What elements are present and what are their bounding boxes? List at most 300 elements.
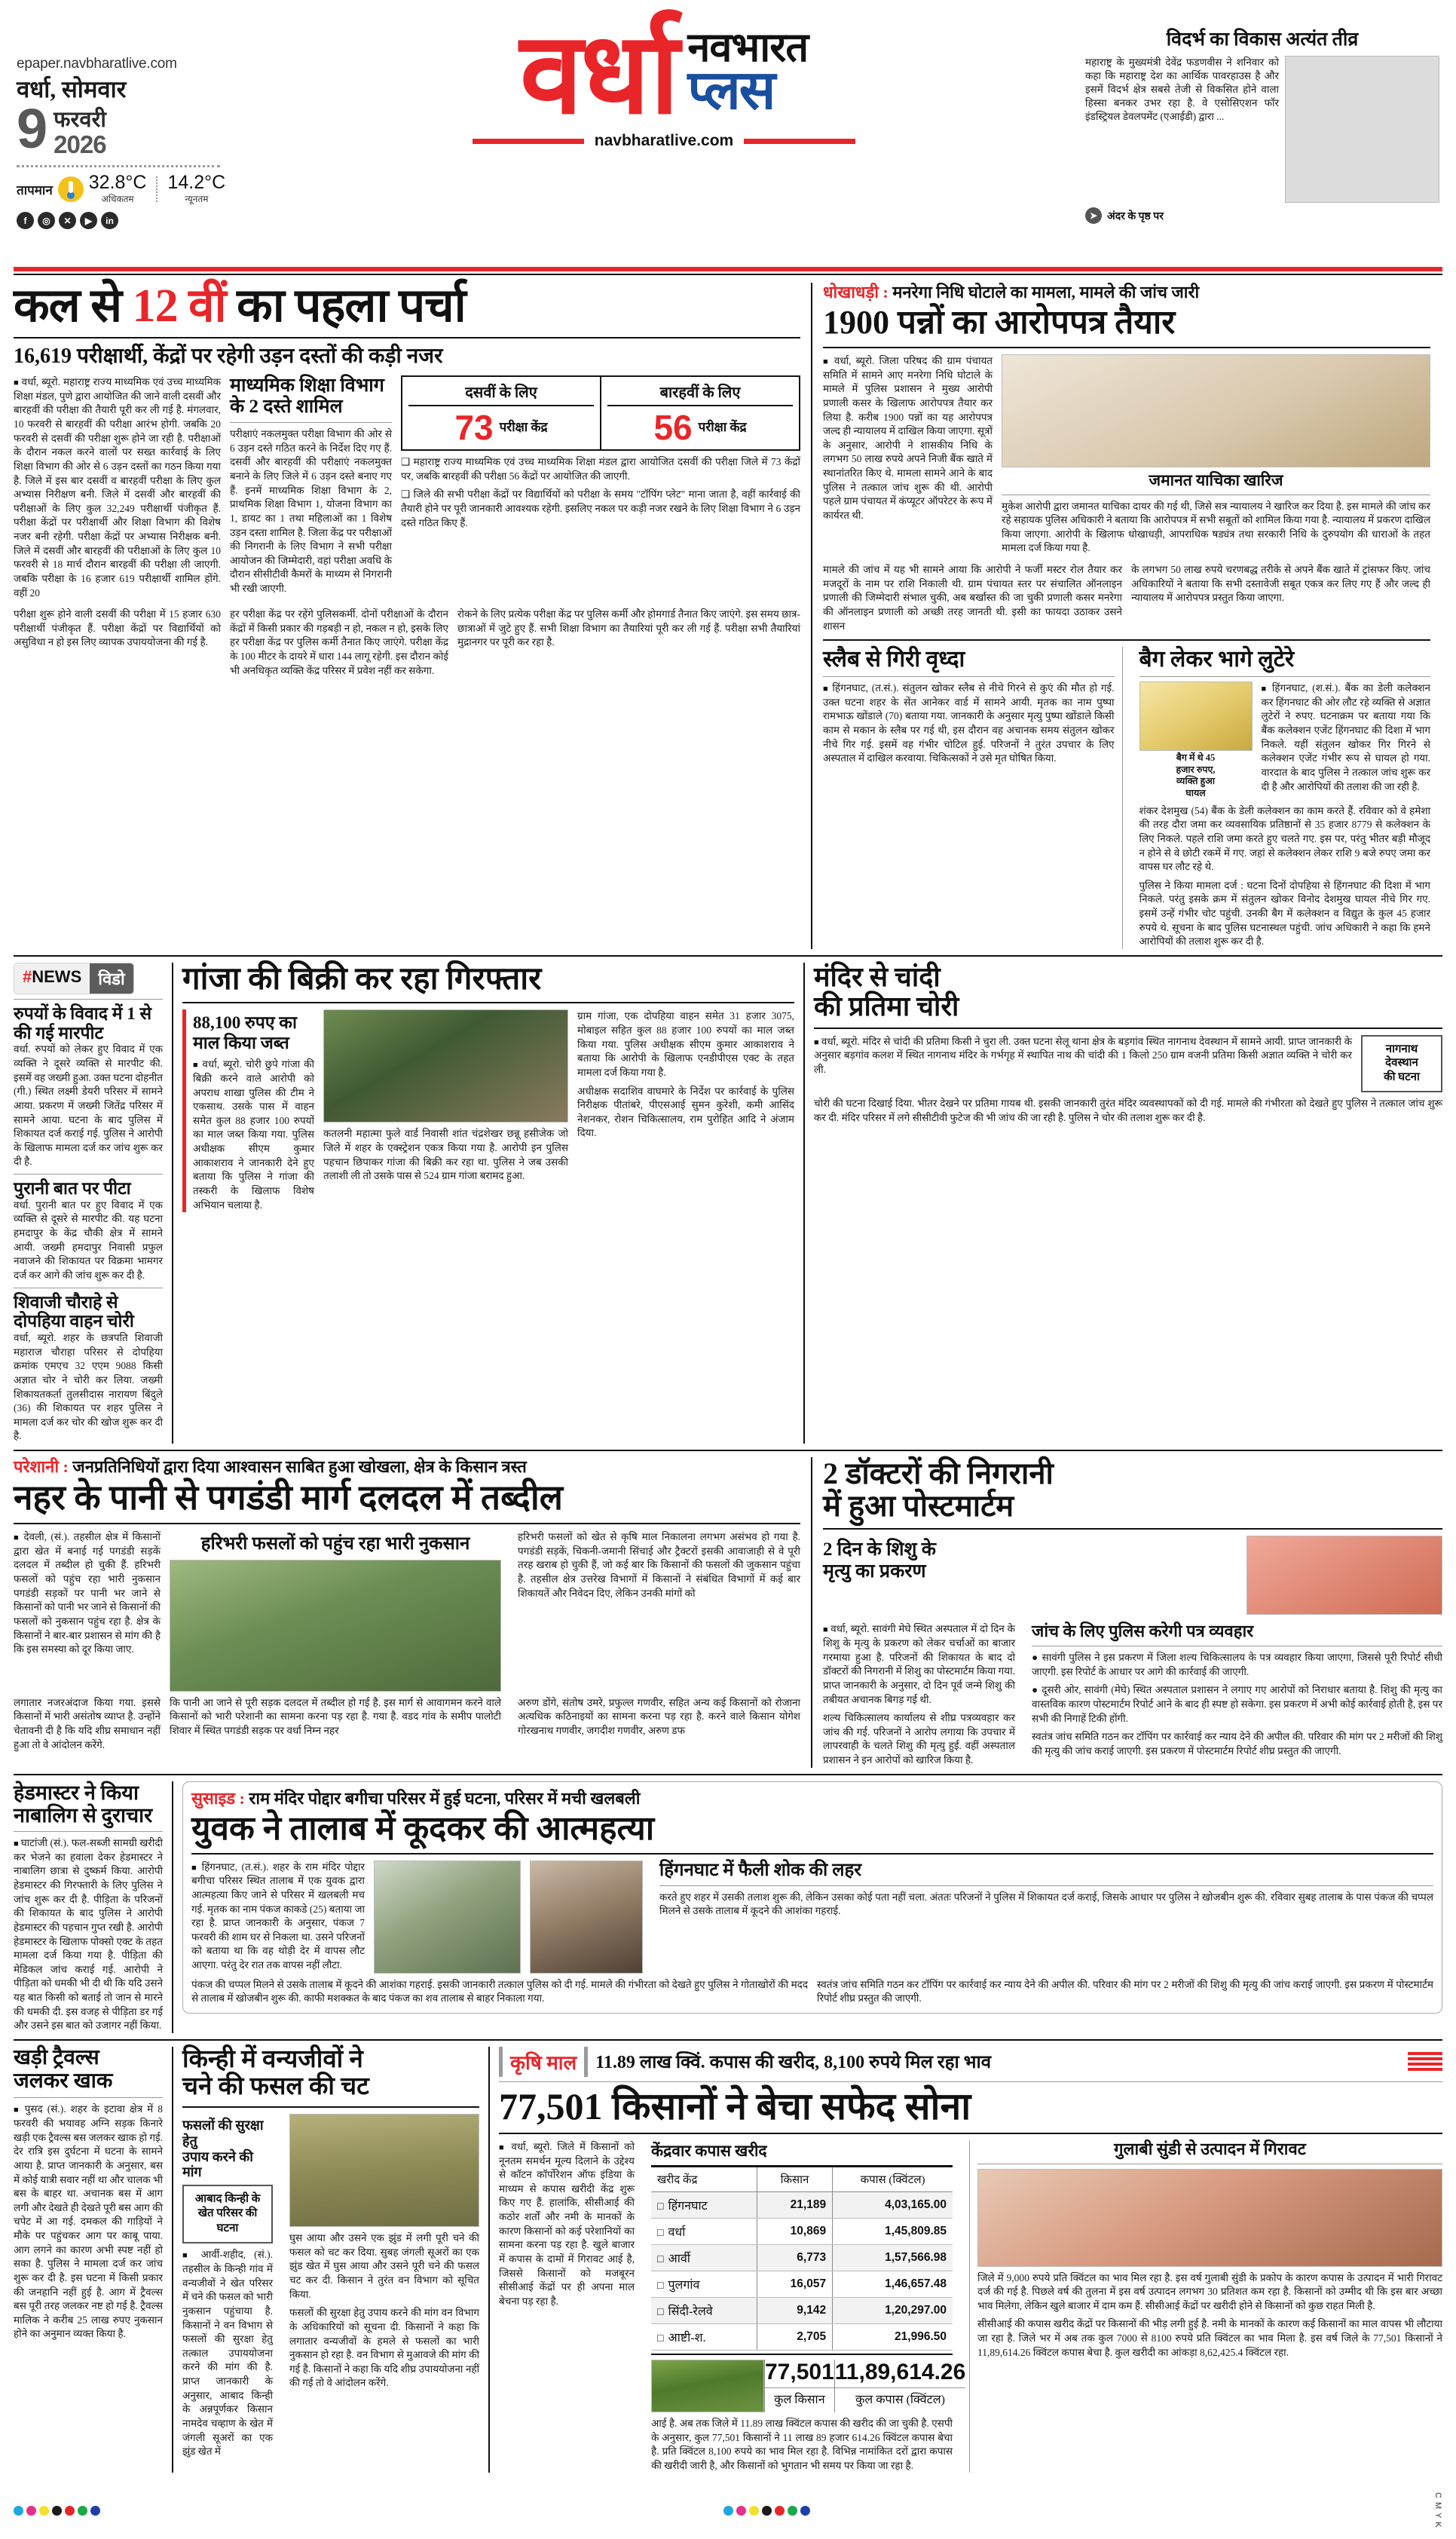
lead-divider	[14, 337, 800, 338]
stat-class10-number: 73	[454, 408, 494, 448]
postmortem-box-item-2	[1032, 1683, 1442, 1726]
date-row	[17, 97, 243, 161]
logo-plus: प्लस	[687, 60, 775, 121]
cotton-table-block	[644, 2140, 966, 2473]
row-4-cotton: 1,20,297.00	[833, 2297, 953, 2323]
postmortem-text-1: ■ वर्धा, ब्यूरो. सावंगी मेघे स्थित अस्पताल में दो दिन के शिशु के मृत्यु के प्रकरण को लेकर चर्चाओं का बाजार गरमाया हुआ है. परिजनों की शिकायत के बाद दो डॉक्टरों की निगरानी में शिशु का पोस्टमार्टम किया गया. प्राप्त जानकारी के अनुसार, दो दिन पूर्व जन्मे शिशु की तबीयत अचानक बिगड़ गई थी.	[823, 1622, 1015, 1707]
agri-banner-rule	[499, 2081, 1442, 2082]
postmortem-box-item-2-text: दूसरी ओर, सावंगी (मेघे) स्थित अस्पताल प्रशासन ने लगाए गए आरोपों को निराधार बताया है. शिशु की मृत्यु का वास्तविक कारण पोस्टमार्टम रिपोर्ट आने के बाद ही स्पष्ट हो सकेगा. इस प्रकरण में अभी कोई कार्रवाई होती है, इस पर सभी की निगाहें टिकी होंगी.	[1032, 1684, 1442, 1724]
lead-col-2	[230, 375, 392, 600]
fraud-side-head: जमानत याचिका खारिज	[1149, 471, 1283, 490]
right-brief-row	[823, 647, 1430, 949]
lead-lower-row	[14, 608, 800, 678]
brief-3-title: शिवाजी चौराहे से दोपहिया वाहन चोरी	[14, 1292, 134, 1331]
edition-place-day: वर्धा, सोमवार	[17, 76, 127, 103]
robbers-badge-line4: घायल	[1185, 788, 1206, 799]
ganja-story[interactable]	[173, 963, 805, 1444]
wildlife-text-1: ■ आर्वी-शहीद, (सं.). तहसील के किन्ही गांव में वन्यजीवों ने खेत परिसर में चने की फसल को भारी नुकसान पहुंचाया है. किसानों ने वन विभाग से फसलों की सुरक्षा हेतु तत्काल उपाययोजना करने की मांग की है. प्राप्त जानकारी के अनुसार, आबाद किन्ही के अन्नपूर्णकर किसान नामदेव चव्हाण के खेत में जंगली सूअरों का एक झुंड खेत में	[182, 2248, 273, 2458]
robbers-badge-text	[1139, 751, 1253, 800]
wildlife-photo	[289, 2114, 479, 2227]
news-badge-text: NEWS	[32, 966, 82, 986]
lead-headline-pre: कल से	[14, 280, 133, 332]
postmortem-rule	[823, 1528, 1442, 1530]
row-0-center: □ हिंगनघाट	[651, 2191, 757, 2218]
dot-red-2	[775, 2506, 785, 2516]
news-brief-item-3[interactable]	[14, 1293, 163, 1444]
pinkworm-story[interactable]	[969, 2140, 1442, 2473]
row-2-center: □ आर्वी	[651, 2244, 757, 2271]
suicide-headline: युवक ने तालाब में कूदकर की आत्महत्या	[191, 1810, 655, 1848]
teaser-title: विदर्भ का विकास अत्यंत तीव्र	[1166, 29, 1359, 50]
canal-mid	[170, 1530, 501, 1692]
canal-kicker-tag: परेशानी :	[14, 1457, 69, 1477]
temple-headline	[814, 963, 1442, 1021]
cmyk-label: C M Y K	[1433, 2492, 1442, 2528]
postmortem-text-3: स्वतंत्र जांच समिति गठन कर टॉपिंग पर कार्रवाई कर न्याय देने की अपील की. परिवार की मांग पर 2 मरीजों की शिशु की मृत्यु की जांच कराई जाएगी. इस प्रकरण में पोस्टमार्टम रिपोर्ट शीघ्र प्रस्तुत की जाएगी.	[1032, 1731, 1442, 1756]
suicide-box	[182, 1781, 1442, 2014]
row-0-cotton: 4,03,165.00	[833, 2191, 953, 2218]
masthead-left-block	[17, 21, 243, 229]
total-cotton-cell	[834, 2360, 966, 2412]
dot-cyan-2	[723, 2506, 733, 2516]
lead-headline-red: 12 वीं	[132, 280, 226, 332]
table-row	[651, 2244, 953, 2271]
brief-2-title: पुरानी बात पर पीटा	[14, 1179, 131, 1199]
fraud-story[interactable]	[812, 283, 1430, 949]
site-url-line	[243, 132, 1085, 150]
robbers-headline: बैग लेकर भागे लुटेरे	[1139, 647, 1295, 672]
stat-class12-label: परीक्षा केंद्र	[698, 420, 747, 435]
wildlife-text-2: फसलों की सुरक्षा हेतु उपाय करने की मांग वन विभाग के अधिकारियों को सूचना दी. किसानों ने कहा कि लगातार वन्यजीवों के हमले से फसलों का भारी नुकसान हो रहा है. वन विभाग से मुआवजे की मांग की गई है. किसानों ने कहा कि यदि शीघ्र उपाययोजना नहीं की गई तो वे आंदोलन करेंगे.	[289, 2307, 479, 2389]
lead-story[interactable]	[14, 280, 812, 949]
masthead	[0, 0, 1456, 262]
dot-blue	[90, 2506, 100, 2516]
epaper-url[interactable]: epaper.navbharatlive.com	[17, 56, 177, 72]
agri-headline: 77,501 किसानों ने बेचा सफेद सोना	[499, 2084, 971, 2127]
fraud-divider	[823, 347, 1430, 348]
slab-headline: स्लैब से गिरी वृध्दा	[823, 647, 965, 672]
headmaster-headline	[14, 1781, 163, 1827]
table-row	[651, 2191, 953, 2218]
robbers-rule	[1139, 676, 1431, 677]
temperature-label: तापमान	[17, 182, 53, 198]
agri-text-2: आई है. अब तक जिले में 11.89 लाख क्विंटल कपास की खरीद की जा चुकी है. एसपी के अनुसार, कुल 77,501 किसानों ने 11 लाख 89 हजार 614.26 क्विंटल कपास बेचा है. प्रति क्विंटल 8,100 रुपये का भाव मिल रहा है. विभिन्न नामांकित दरों द्वारा कपास की खरीदी जारी है, और किसानों को भुगतान भी समय पर किया जा रहा है.	[651, 2417, 953, 2471]
fraud-col-1	[823, 354, 993, 556]
brief-1-title: रुपयों के विवाद में 1 से की गई मारपीट	[14, 1003, 152, 1043]
row-5-center: □ आष्टी-श.	[651, 2323, 757, 2350]
fraud-headline: 1900 पन्नों का आरोपपत्र तैयार	[823, 304, 1176, 341]
masthead-logo-block	[243, 12, 1085, 150]
table-row	[651, 2271, 953, 2297]
agri-row	[499, 2140, 1442, 2473]
lead-bullet-2	[401, 488, 800, 530]
headmaster-story[interactable]	[14, 1781, 173, 2033]
suicide-text-3: पंकज की चप्पल मिलने से उसके तालाब में कूदने की आशंका गहराई. इसकी जानकारी तत्काल पुलिस को दी गई. मामले की गंभीरता को देखते हुए पुलिस ने गोताखोरों की मदद से तालाब में खोजबीन शुरू की. काफी मशक्कत के बाद पंकज का शव तालाब से बाहर निकाला गया.	[191, 1978, 808, 2005]
exam-center-statbox	[401, 375, 800, 451]
row-3-farmers: 16,057	[757, 2271, 832, 2297]
cotton-table-header-row	[651, 2167, 953, 2192]
canal-text-3: हरिभरी फसलों को खेत से कृषि माल निकालना लगभग असंभव हो गया है. पगडंडी सड़कें, चिकनी-जमानी सिंचाई और ट्रैक्टरों इसकी आवाजाही से वे पूरी तरह खराब हो चुकी हैं, जो कई बार कि किसानों की फसलों की जुकसान पहुंचा है. तहसील क्षेत्र उत्तरेख विभागों में किसानों ने संबंधित विभागों में कई बार शिकायतें और निवेदन दिए, लेकिन उनकी मांगों को	[518, 1531, 800, 1599]
teaser-photo	[1285, 56, 1439, 203]
pinkworm-text-2: सीसीआई की कपास खरीद केंद्रों पर किसानों की भीड़ लगी हुई है. नमी के मानकों के कारण कई किसानों का माल वापस भी लौटाया जा रहा है. जिले भर में अब तक कुल 7000 से 8100 रुपये प्रति क्विंटल का भाव मिला है. इस वर्ष जिले के 77,501 किसानों ने 11,89,614.26 क्विंटल कपास बेचा है. कुल खरीदी का आंकड़ा 8,62,425.4 क्विंटल रहा.	[977, 2318, 1442, 2358]
second-band	[14, 963, 1442, 1444]
pinkworm-headline: गुलाबी सुंडी से उत्पादन में गिरावट	[1114, 2139, 1306, 2158]
row-5-cotton: 21,996.50	[833, 2323, 953, 2350]
canal-col-1	[14, 1530, 161, 1692]
fraud-kicker	[823, 283, 1430, 302]
slab-text: ■ हिंगनघाट, (त.सं.). संतुलन खोकर स्लैब से नीचे गिरने से कुएं की मौत हो गई. उक्त घटना शहर के सेंत आनेकर वार्ड में सामने आयी. मृतक का नाम पुष्पा रामभाऊ खोंडाले (70) बताया गया. जानकारी के अनुसार मृत्यु पुष्पा खोंडाले किसी काम से मकान के स्लैब पर गई थी, इस दौरान वह अचानक समय संतुलन खोकर नीचे गिर गई. इसमें वह गंभीर चोटिल हुई. परिजनों ने तुरंत उपचार के लिए अस्पताल में दाखिल करवाया. चिकित्सकों ने उसे मृत घोषित किया.	[823, 681, 1115, 766]
cotton-table-head	[651, 2167, 953, 2192]
brief-3-text: वर्धा, ब्यूरो. शहर के छत्रपति शिवाजी महाराज चौराहा परिसर से दोपहिया क्रमांक एमएच 32 एएम 9088 किसी अज्ञात चोर ने चोरी कर लिया. जख्मी शिकायतकर्ता तुलसीदास नारायण बिंदुले (36) की शिकायत पर शहर पुलिस ने मामला दर्ज कर चोर की खोज शुरू कर दी है.	[14, 1332, 163, 1442]
fraud-body-row	[823, 354, 1430, 556]
ganja-text-1: ■ वर्धा, ब्यूरो. चोरी छुपे गांजा की बिक्री करने वाले आरोपी को अपराध शाखा पुलिस की टीम ने एकसाथ. उसके पास में वाहन समेत कुल 88 हजार 100 रुपयों का माल जब्त किया गया. पुलिस अधीक्षक सीएम कुमार आकाशराव ने जानकारी देने हुए बताया कि पुलिस ने गांजा की तस्करी के खिलाफ विशेष अभियान चलाया है.	[193, 1058, 314, 1212]
agri-banner	[499, 2047, 1442, 2077]
robbers-text-2: शंकर देशमुख (54) बैंक के डेली कलेक्शन का काम करते हैं. रविवार को वे हमेशा की तरह दौरा जमा कर व्यवसायिक प्रतिष्ठानों से 35 हजार 8779 से कलेक्शन के लिए निकले. पहले राशि जमा करते हुए चलते गए. इस पर, परंतु भीतर बड़ी मौजूद न होने से वे छोटी रकमें में गए. जहां से कलेक्शन लेकर राशि 9 बजे रुपए जमा कर वापस घर लौट रहे थे.	[1139, 804, 1430, 873]
lead-text-1: ■ वर्धा, ब्यूरो. महाराष्ट्र राज्य माध्यमिक एवं उच्च माध्यमिक शिक्षा मंडल, पुणे द्वारा आयोजित की जाने वाली दसवीं और बारहवीं की परीक्षा की तैयारी पूरी कर ली गई है. मंगलवार, 10 फरवरी से बारहवीं की परीक्षा आरंभ होगी. जबकि 20 फरवरी से दसवीं की परीक्षा शुरू होने जा रही है. परीक्षाओं के दौरान नकल करने वालों पर सख्त कार्रवाई के लिए शिक्षा विभाग की ओर से 6 उड़न दस्तों का गठन किया गया है. जिले में इस बार दसवीं व बारहवीं परीक्षा के लिए कुल अभ्यास निरीक्षण बनी. जिले में दसवीं और बारहवीं की परीक्षाओं के लिए कुल 32,249 परीक्षार्थी पंजीकृत हैं. परीक्षा केंद्रों पर परीक्षार्थी और शिक्षा विभाग की विशेष नजर बनी रहेगी. परीक्षा केंद्रों पर अभ्यास निरीक्षक बनी. जिले में दसवीं और बारहवीं की परीक्षाओं के लिए कुल 10 फरवरी से 18 मार्च दौरान बारहवीं की परीक्षा ली जाएगी. जबकि परीक्षा के 16 हजार 619 परीक्षार्थी शामिल होंगे. वहीं 20	[14, 375, 221, 600]
robbers-text-3: पुलिस ने किया मामला दर्ज : घटना दिनों दोपहिया से हिंगनघाट की दिशा में भाग निकले. परंतु इसके क्रम में संतुलन खोकर विनोद देशमुख घायल नीचे गिर गए. इसमें उन्हें गंभीर चोट पहुंची. उनकी बैग में कलेक्शन व विद्युत के कुल 45 हजार रुपये थे. सूचना के बाद पुलिस घटनास्थल पहुंची. जांच अधिकारी ने कहा कि हमने आरोपियों की तलाश शुरू कर दी है.	[1139, 879, 1430, 948]
stat-class10	[402, 377, 600, 449]
canal-kicker-rest: जनप्रतिनिधियों द्वारा दिया आश्वासन साबित हुआ खोखला, क्षेत्र के किसान त्रस्त	[68, 1457, 527, 1477]
bullet-dot-2: ●	[1032, 1684, 1042, 1696]
agri-tag: कृषि माल	[499, 2047, 588, 2077]
bullet-marker: ❑	[401, 456, 414, 468]
ganja-row	[182, 1009, 794, 1212]
lead-stat-area	[401, 375, 800, 600]
top-teaser-box[interactable]	[1085, 21, 1439, 224]
agri-text-1: ■ वर्धा, ब्यूरो. जिले में किसानों को नूनतम समर्थन मूल्य दिलाने के उद्देश्य से कॉटन कॉर्पोरेशन ऑफ इंडिया के माध्यम से कपास खरीदी केंद्र शुरू किए गए हैं. हालांकि, सीसीआई की कठोर शर्तों और नमी के मानकों के कारण किसानों को कई परेशानियों का सामना करना पड़ रहा है. खुले बाजार में कपास के दामों में गिरावट आई है, जिससे किसानों को मजबूरन सीसीआई केंद्रों पर ही अपना माल बेचना पड़ रहा है.	[499, 2140, 635, 2309]
news-video-badge[interactable]	[14, 963, 134, 994]
wildlife-headline	[182, 2047, 479, 2100]
robbers-badge-line1: बैग में थे 45	[1176, 752, 1216, 764]
wildlife-deck-line1: फसलों की सुरक्षा हेतु	[182, 2118, 264, 2149]
wildlife-photo-block	[282, 2114, 479, 2459]
ganja-text-4: अधीक्षक सदाशिव वाघमारे के निर्देश पर कार्रवाई के पुलिस निरीक्षक पीतांबरे, पीएसआई सुमन कुरेशी, कमी आसिंद नेशनकर, रोशन चिकित्सालय, राम पुरोहित आदि ने अंजाम दिया.	[577, 1085, 794, 1139]
bus-story[interactable]	[14, 2047, 173, 2473]
suicide-pond-photo	[374, 1861, 521, 1974]
press-registration-bar	[0, 2486, 1456, 2539]
temperature-max-value: 32.8°C	[88, 172, 147, 194]
date-day: 9	[17, 97, 47, 161]
dot-blue-2	[800, 2506, 810, 2516]
temple-badge-line3: की घटना	[1384, 1071, 1420, 1084]
pinkworm-text-1: जिले में 9,000 रुपये प्रति क्विंटल का भाव मिल रहा है. इस वर्ष गुलाबी सुंडी के प्रकोप के कारण कपास के उत्पादन में भारी गिरावट दर्ज की गई है. पिछले वर्ष की तुलना में इस वर्ष उत्पादन लगभग 30 प्रतिशत कम रहा है. किसानों को उम्मीद थी कि इस बार अच्छा भाव मिलेगा, लेकिन खुले बाजार में दाम कम हैं. सीसीआई केंद्रों पर खरीदी होने से किसानों को कुछ राहत मिली है.	[977, 2271, 1442, 2311]
news-brief-item-2[interactable]	[14, 1179, 163, 1283]
stat-class12	[600, 377, 799, 449]
suicide-victim-photo	[530, 1861, 643, 1974]
ganja-photo-block	[323, 1009, 568, 1212]
site-url[interactable]: navbharatlive.com	[594, 132, 734, 149]
table-row	[651, 2218, 953, 2244]
canal-row	[14, 1530, 800, 1692]
lead-subhead: 16,619 परीक्षार्थी, केंद्रों पर रहेगी उड़न दस्तों की कड़ी नजर	[14, 344, 443, 368]
fraud-kicker-tag: धोखाधड़ी :	[823, 283, 889, 302]
fraud-cartoon-photo	[1002, 354, 1430, 467]
postmortem-deck-block	[823, 1536, 1237, 1615]
canal-story[interactable]	[14, 1457, 812, 1768]
robbers-illustration	[1139, 681, 1253, 751]
row-1-center: □ वर्धा	[651, 2218, 757, 2244]
col-farmers: किसान	[757, 2167, 832, 2192]
news-badge-label	[14, 963, 90, 994]
lead-text-2: परीक्षाएं नकलमुक्त परीक्षा विभाग की ओर से 6 उड़न दस्ते गठित करने के निर्देश दिए गए हैं. दसवीं और बारहवीं की परीक्षाएं नकलमुक्त बनाने के लिए जिले में 6 उड़न दस्ते बनाए गए हैं. इनमें माध्यमिक शिक्षा विभाग के 2, प्राथमिक शिक्षा विभाग 1, योजना विभाग का 1, डायट का 1 तथा महिलाओं का 1 विशेष उड़न दस्ता शामिल है. जिला केंद्र पर परीक्षाओं की निगरानी के लिए विभाग ने सभी परीक्षा आयोजन की जिम्मेदारी, वहां परीक्षा अवधि के दौरान सीसीटीवी कैमरों के माध्यम से निगरानी भी रखी जाएगी.	[230, 428, 392, 595]
date-year: 2026	[54, 130, 106, 158]
agri-story[interactable]	[490, 2047, 1442, 2473]
canal-deck: हरिभरी फसलों को पहुंच रहा भारी नुकसान	[200, 1534, 470, 1554]
thermometer-icon	[58, 176, 84, 202]
postmortem-text-2: शल्य चिकित्सालय कार्यालय से शीघ्र पत्रव्यवहार कर जांच की गई. परिजनों ने आरोप लगाया कि उपचार में लापरवाही के चलते शिशु की मृत्यु हुई. वहीं अस्पताल प्रशासन ने इन आरोपों को खारिज किया है.	[823, 1712, 1015, 1766]
cotton-total-row	[651, 2354, 966, 2412]
suicide-kicker-rest: राम मंदिर पोद्दार बगीचा परिसर में हुई घटना, परिसर में मची खलबली	[244, 1788, 641, 1808]
inner-page-pointer[interactable]	[1085, 207, 1439, 224]
stat-class10-body	[408, 406, 594, 448]
news-brief-item-1[interactable]	[14, 1004, 163, 1169]
wildlife-badge-line3: घटना	[216, 2222, 239, 2234]
fraud-text-1: ■ वर्धा, ब्यूरो. जिला परिषद की ग्राम पंचायत समिति में सामने आए मनरेगा निधि घोटाले के मामले में पुलिस प्रशासन ने मुख्य आरोपी प्रणाली कसर के खिलाफ आरोपपत्र तैयार कर लिया है. करीब 1900 पन्नों का यह आरोपपत्र जल्द ही न्यायालय में दाखिल किया जाएगा. सूत्रों के अनुसार, आरोपी ने शासकीय निधि के लगभग 50 लाख रुपये अपने निजी बैंक खाते में स्थानांतरित किए थे. मामला सामने आने के बाद पुलिस ने तत्काल जांच शुरू की थी. आरोपी पहले ग्राम पंचायत में कंप्यूटर ऑपरेटर के रूप में कार्यरत थी.	[823, 354, 993, 523]
robbers-top-row	[1139, 681, 1431, 800]
suicide-row-2	[191, 1978, 1433, 2006]
temple-text-1: ■ वर्धा, ब्यूरो. मंदिर से चांदी की प्रतिमा किसी ने चुरा ली. उक्त घटना सेलू थाना क्षेत्र के बड़गांव स्थित नागनाथ देवस्थान में सामने आयी. प्राप्त जानकारी के अनुसार बड़गांव कलश में स्थित नागनाथ मंदिर के गर्भगृह में स्थापित नाथ की चांदी की 1 किलो 250 ग्राम वजनी प्रतिमा किसी अज्ञात व्यक्ति ने चोरी कर ली.	[814, 1035, 1352, 1092]
canal-text-5: अरुण डोंगे, संतोष उमरे, प्रफुल्ल गणवीर, सहित अन्य कई किसानों को रोजाना अत्यधिक कठिनाइयों का सामना करना पड़ रहा है. करने वाले किसान योगेश गोरखनाथ गणवीर, जगदीश गणवीर, अरुण डफ	[518, 1696, 800, 1737]
robbers-story[interactable]	[1132, 647, 1431, 949]
lead-text-5: रोकने के लिए प्रत्येक परीक्षा केंद्र पर पुलिस कर्मी और होमगार्ड तैनात किए जाएंगे. इस समय छात्र-छात्राओं में जुटे हुए हैं. सभी शिक्षा विभाग का तैयारियां पूरी कर ली गई हैं. परीक्षा सभी तैयारियां मुद्रानगर पर पूरी कर रहा है.	[457, 608, 800, 648]
lead-upper-row	[14, 375, 800, 600]
total-cotton-label: कुल कपास (क्विंटल)	[835, 2387, 966, 2407]
wildlife-badge-box	[182, 2185, 273, 2244]
temple-rule	[814, 1028, 1442, 1029]
row-2-farmers: 6,773	[757, 2244, 832, 2271]
rule-right	[744, 139, 855, 144]
total-farmers-value: 77,501	[765, 2359, 834, 2384]
temple-story[interactable]	[805, 963, 1442, 1444]
fraud-text-2: मामले की जांच में यह भी सामने आया कि आरोपी ने फर्जी मस्टर रोल तैयार कर मजदूरों के नाम पर राशि निकाली थी. ग्राम पंचायत स्तर पर संचालित ऑनलाइन प्रणाली की जिम्मेदारी संभाल चुकी, अब बर्खास्त की जा चुकी प्रणाली कसर मनरेगा की ऑनलाइन प्रणाली को अच्छी तरह जानती थी. इसी का फायदा उठाकर उसने शासन	[823, 564, 1122, 632]
suicide-kicker-tag: सुसाइड :	[191, 1788, 245, 1808]
brief-1-text: वर्धा. रुपयों को लेकर हुए विवाद में एक व्यक्ति ने दूसरे व्यक्ति से मारपीट की. इसमें वह जख्मी हुआ. उक्त घटना दोहनीत (गी.) स्थित लक्ष्मी डेयरी परिसर में सामने आया. प्रकरण में जख्मी जितेंद्र परिसर में सामने आया. घटना के बाद पुलिस में शिकायत दर्ज कराई गई. पुलिस ने आरोपी के खिलाफ मामला दर्ज कर जांच शुरू कर दी है.	[14, 1043, 163, 1168]
postmortem-col-2	[1024, 1622, 1442, 1767]
stat-class12-head: बारहवीं के लिए	[607, 381, 793, 406]
section-rule-1	[14, 955, 1442, 957]
dot-magenta-2	[736, 2506, 746, 2516]
bullet-marker-2: ❑	[401, 489, 414, 501]
canal-kicker	[14, 1457, 800, 1477]
row-5-farmers: 2,705	[757, 2323, 832, 2350]
agri-rule	[499, 2133, 1442, 2134]
headmaster-headline-line1: हेडमास्टर ने किया	[14, 1781, 139, 1804]
headmaster-rule	[14, 1831, 163, 1832]
bus-headline	[14, 2047, 163, 2093]
suicide-text-1: ■ हिंगनघाट, (त.सं.). शहर के राम मंदिर पोद्दार बगीचा परिसर स्थित तालाब में एक युवक द्वारा आत्महत्या किए जाने से परिसर में खलबली मच गई. मृतक का नाम पंकज काकडे (25) बताया जा रहा है. प्राप्त जानकारी के अनुसार, पंकज 7 फरवरी की शाम घर से निकला था. उसने परिजनों को बताया था कि वह थोड़ी देर में वापस लौट आएगा. परंतु देर रात तक वापस नहीं लौटा.	[191, 1861, 365, 1974]
total-farmers-label: कुल किसान	[765, 2387, 834, 2407]
temple-headline-line1: मंदिर से चांदी	[814, 961, 941, 992]
dot-yellow-2	[749, 2506, 759, 2516]
slab-story[interactable]	[823, 647, 1123, 949]
postmortem-box-item-1-text: सावंगी पुलिस ने इस प्रकरण में जिला शल्य चिकित्सालय के पत्र व्यवहार किया जाएगा, जिससे पूरी रिपोर्ट सीधी जाएगी. इस रिपोर्ट के आधार पर आगे की कार्रवाई की जाएगी.	[1032, 1652, 1442, 1677]
teaser-text: महाराष्ट्र के मुख्यमंत्री देवेंद्र फडणवीस ने शनिवार को कहा कि महाराष्ट्र देश का आर्थिक पावरहाउस है और इसमें विदर्भ क्षेत्र सबसे तेजी से विकसित होने वाला हिस्सा बनकर उभर रहा है. वे एसोसिएशन फॉर इंडस्ट्रियल डेवलपमेंट (एआईडी) द्वारा ...	[1085, 57, 1279, 122]
suicide-photo-2-block	[530, 1861, 643, 1974]
agri-text-block	[499, 2140, 635, 2473]
total-farmers-cell	[764, 2360, 834, 2412]
stat-class10-label: परीक्षा केंद्र	[499, 420, 548, 435]
wildlife-rule	[182, 2106, 479, 2108]
date-month-year	[54, 106, 106, 158]
canal-rule	[14, 1523, 800, 1524]
total-cotton-value: 11,89,614.26	[834, 2359, 966, 2384]
fifth-band	[14, 2047, 1442, 2473]
suicide-kicker	[191, 1789, 1433, 1809]
postmortem-deck-row	[823, 1536, 1442, 1615]
temple-badge-line1: नागनाथ	[1385, 1043, 1418, 1055]
postmortem-story[interactable]	[812, 1457, 1442, 1768]
postmortem-headline-line2: में हुआ पोस्टमार्टम	[823, 1489, 1014, 1524]
bus-rule	[14, 2097, 163, 2098]
postmortem-body-row	[823, 1622, 1442, 1767]
canal-photo	[170, 1560, 501, 1692]
video-badge-label: विडो	[90, 963, 133, 994]
masthead-rule-red	[14, 267, 1442, 271]
postmortem-col-1	[823, 1622, 1015, 1767]
wildlife-text-3: घुस आया और उसने एक झुंड में लगी पूरी चने की फसल को चट कर दिया. सुबह जंगली सूअरों का एक झुंड खेत में घुस आया और उसने पूरी चने की फसल चट कर दी. किसान ने तुरंत वन विभाग को सूचित किया.	[289, 2232, 479, 2300]
temple-headline-line2: की प्रतिमा चोरी	[814, 991, 959, 1021]
ganja-headline: गांजा की बिक्री कर रहा गिरफ्तार	[182, 961, 542, 997]
fourth-band	[14, 1781, 1442, 2033]
bus-text: ■ पुसद (सं.). शहर के इटावा क्षेत्र में 8 फरवरी की भयावह अग्नि सड़क किनारे खड़ी एक ट्रैवल्स बस जलकर खाक हो गई. देर रात्रि इस दुर्घटना में घटना के सामने आया है. प्राप्त जानकारी के अनुसार, बस में कोई यात्री सवार नहीं था और चालक भी बस के बाहर था. अचानक बस में आग लगी और देखते ही देखते पूरी बस आग की चपेट में आ गई. दमकल की गाड़ियों ने मौके पर पहुंचकर आग पर काबू पाया. आग लगने का कारण अभी स्पष्ट नहीं हो सका है. पुलिस ने मामला दर्ज कर जांच शुरू कर दी है. इस घटना में किसी प्रकार की जनहानि नहीं हुई है. आग में ट्रैवल्स बस पूरी तरह जलकर नष्ट हो गई है. ट्रैवल्स मालिक ने करीब 25 लाख रुपए नुकसान होने का अनुमान व्यक्त किया है.	[14, 2103, 163, 2341]
lead-bullet-1	[401, 455, 800, 483]
row-4-center: □ सिंदी-रेलवे	[651, 2297, 757, 2323]
fraud-side-block	[1002, 354, 1430, 556]
temple-badge-box	[1361, 1035, 1442, 1092]
hash-icon: #	[23, 966, 32, 986]
wildlife-badge-line1: आबाद किन्ही के	[194, 2192, 261, 2205]
dot-green-2	[788, 2506, 797, 2516]
temperature-min-caption: न्यूनतम	[185, 194, 209, 205]
stat-class12-body	[607, 406, 793, 448]
dot-black	[52, 2506, 62, 2516]
row-1-cotton: 1,45,809.85	[833, 2218, 953, 2244]
rule-left	[473, 139, 584, 144]
lead-text-3: परीक्षा शुरू होने वाली दसवीं की परीक्षा में 15 हजार 630 परीक्षार्थी पंजीकृत हैं. परीक्षा केंद्रों पर विद्यार्थियों को असुविधा न हो इस लिए व्यापक उपाययोजना की गई है.	[14, 608, 221, 648]
color-dots-right	[723, 2506, 810, 2516]
fraud-bottom-rule	[823, 639, 1430, 641]
lead-text-4: हर परीक्षा केंद्र पर रहेंगे पुलिसकर्मी. दोनों परीक्षाओं के दौरान केंद्रों में किसी प्रकार की गड़बड़ी न हो, नकल न हो, इसके लिए हर परीक्षा केंद्र पर पुलिस कर्मी तैनात किए जाएंगे. परीक्षा केंद्र के 100 मीटर के दायरे में धारा 144 लागू रहेगी. इस दौरान कोई भी अनधिकृत व्यक्ति केंद्र परिसर में प्रवेश नहीं कर सकेगा.	[230, 608, 448, 676]
lead-dept-head: माध्यमिक शिक्षा विभाग के 2 दस्ते शामिल	[230, 375, 384, 418]
cotton-purchase-table	[651, 2140, 953, 2351]
bus-headline-line1: खड़ी ट्रैवल्स	[14, 2045, 99, 2069]
suicide-text-2: करते हुए शहर में उसकी तलाश शुरू की, लेकिन उसका कोई पता नहीं चला. अंततः परिजनों ने पुलिस में शिकायत दर्ज कराई, जिसके आधार पर पुलिस ने खोजबीन शुरू की. रविवार सुबह तालाब के पास पंकज की चप्पल मिलने से उसके तालाब में कूदने की आशंका गहराई.	[659, 1891, 1433, 1917]
postmortem-box-item-1	[1032, 1651, 1442, 1679]
logo-navbharat: नवभारत	[687, 24, 809, 70]
news-briefs-rail[interactable]	[14, 963, 173, 1444]
pinkworm-photo	[977, 2169, 1442, 2267]
row-2-cotton: 1,57,566.98	[833, 2244, 953, 2271]
briefs-rule-0	[14, 999, 163, 1000]
wildlife-deck	[182, 2118, 273, 2180]
canal-text-2: लगातार नजरअंदाज किया गया. इससे किसानों में भारी असंतोष व्याप्त है. उन्होंने चेतावनी दी है कि यदि शीघ्र समाधान नहीं हुआ तो वे आंदोलन करेंगे.	[14, 1696, 161, 1750]
col-cotton: कपास (क्विंटल)	[833, 2167, 953, 2192]
divider-vertical	[156, 176, 158, 202]
cotton-field-photo	[651, 2360, 764, 2412]
x-twitter-icon[interactable]: ✕	[59, 212, 76, 229]
briefs-rule-1	[14, 1174, 163, 1175]
postmortem-deck-line1: 2 दिन के शिशु के	[823, 1539, 937, 1560]
row-4-farmers: 9,142	[757, 2297, 832, 2323]
temperature-min-value: 14.2°C	[167, 172, 226, 194]
slab-rule	[823, 676, 1115, 677]
section-rule-2	[14, 1450, 1442, 1451]
temperature-min-block	[167, 173, 225, 205]
date-month: फरवरी	[54, 108, 106, 133]
robbers-badge	[1139, 681, 1253, 800]
total-photo-cell	[651, 2360, 764, 2412]
youtube-icon[interactable]: ▶	[80, 212, 97, 229]
suicide-photo-1-block	[374, 1861, 521, 1974]
social-links[interactable]	[17, 212, 243, 229]
postmortem-box-head: जांच के लिए पुलिस करेगी पत्र व्यवहार	[1032, 1622, 1254, 1641]
suicide-row	[191, 1861, 1433, 1974]
fraud-text-3: के लगभग 50 लाख रुपये चरणबद्ध तरीके से अपने बैंक खाते में ट्रांसफर किए. जांच अधिकारियों ने बताया कि सभी दस्तावेजी सबूत एकत्र कर लिए गए हैं और जल्द ही न्यायालय में आरोपपत्र प्रस्तुत किया जाएगा.	[1131, 564, 1430, 604]
table-row	[651, 2323, 953, 2350]
ganja-deck-block	[182, 1009, 314, 1212]
suicide-story[interactable]	[173, 1781, 1442, 2033]
suicide-sub-rule	[659, 1885, 1433, 1886]
row-1-farmers: 10,869	[757, 2218, 832, 2244]
section-rule-4	[14, 2039, 1442, 2041]
stat-class10-head: दसवीं के लिए	[408, 381, 594, 406]
ganja-text-block	[577, 1009, 794, 1212]
inner-page-label: अंदर के पृष्ठ पर	[1107, 210, 1164, 222]
section-rule-3	[14, 1774, 1442, 1775]
color-dots-left	[14, 2506, 100, 2516]
arrow-icon: ➤	[1085, 207, 1102, 224]
ganja-text-3: ग्राम गांजा, एक दोपहिया वाहन समेत 31 हजार 3075, मोबाइल सहित कुल 88 हजार 100 रुपयों का माल जब्त किया गया. पुलिस अधीक्षक सीएम कुमार आकाशराव ने बताया कि आरोपी के खिलाफ एनडीपीएस एक्ट के तहत मामला दर्ज किया गया है.	[577, 1010, 794, 1078]
headmaster-headline-line2: नाबालिग से दुराचार	[14, 1803, 153, 1827]
temple-text-2: चोरी की घटना दिखाई दिया. भीतर देखने पर प्रतिमा गायब थी. इसकी जानकारी तुरंत मंदिर व्यवस्थापकों को दी गई. मामले की गंभीरता को देखते हुए पुलिस ने तत्काल जांच शुरू कर दी. मंदिर परिसर में लगे सीसीटीवी फुटेज की भी जांच की जा रही है. पुलिस ने चोर की तलाश शुरू कर दी है.	[814, 1097, 1442, 1123]
facebook-icon[interactable]: f	[17, 212, 34, 229]
fraud-kicker-rest: मनरेगा निधि घोटाले का मामला, मामले की जांच जारी	[888, 283, 1200, 302]
temple-badge	[1361, 1035, 1442, 1092]
temple-row	[814, 1035, 1442, 1092]
stat-class12-number: 56	[653, 408, 693, 448]
wildlife-row	[182, 2114, 479, 2459]
lead-dept-rule	[230, 422, 392, 423]
wildlife-box-block	[182, 2114, 273, 2459]
wildlife-story[interactable]	[173, 2047, 490, 2473]
cotton-table-body	[651, 2191, 953, 2350]
temperature-max-caption: अधिकतम	[101, 194, 134, 205]
instagram-icon[interactable]: ◎	[38, 212, 55, 229]
suicide-right-block	[652, 1861, 1433, 1974]
bus-headline-line2: जलकर खाक	[14, 2069, 113, 2093]
agri-line: 11.89 लाख क्विं. कपास की खरीद, 8,100 रुपये मिल रहा भाव	[595, 2053, 992, 2073]
row-0-farmers: 21,189	[757, 2191, 832, 2218]
agri-stripes-icon	[1408, 2052, 1442, 2071]
logo-wardha: वर्धा	[519, 12, 678, 137]
headmaster-text: ■ घाटांजी (सं.). फल-सब्जी सामग्री खरीदी कर भेजने का हवाला देकर हेडमास्टर ने नाबालिग छात्रा से दुष्कर्म किया. आरोपी हेडमास्टर की गिरफ्तारी के लिए पुलिस ने जांच शुरू कर दी है. पीड़िता के परिजनों की शिकायत के बाद पुलिस ने आरोपी हेडमास्टर की पहचान गुप्त रखी है. आरोपी हेडमास्टर के खिलाफ पोक्सो एक्ट के तहत मामला दर्ज किया गया है. पीड़िता की मेडिकल जांच कराई गई. आरोपी ने पीड़िता को धमकी भी दी थी कि यदि उसने यह बात किसी को बताई तो जान से मारने की धमकी दी. इस वजह से पीड़िता डर गई और उसने इस बात को उजागर नहीं किया.	[14, 1836, 163, 2033]
suicide-rule	[191, 1853, 1433, 1854]
row-3-center: □ पुलगांव	[651, 2271, 757, 2297]
robbers-text-1: ■ हिंगनघाट, (श.सं.). बैंक का डेली कलेक्शन कर हिंगनघाट की ओर लौट रहे व्यक्ति से अज्ञात लुटेरों ने रुपए. घटनाक्रम पर बताया गया कि बैंक कलेक्शन एजेंट हिंगनघाट की दिशा में भाग निकले. यहीं संतुलन खोकर गिर गिरने से कलेक्शन एजेंट गंभीर रूप से घायल हो गया. वारदात के बाद पुलिस ने तत्काल जांच शुरू कर दी है और आरोपियों की तलाश की जा रही है.	[1262, 681, 1431, 800]
dot-green	[78, 2506, 87, 2516]
linkedin-icon[interactable]: in	[101, 212, 118, 229]
postmortem-photo	[1246, 1536, 1442, 1615]
teaser-body	[1085, 56, 1439, 203]
temperature-max-block	[89, 173, 147, 205]
canal-text-1: ■ देवली, (सं.). तहसील क्षेत्र में किसानों द्वारा खेत में बनाई गई पगडंडी सड़कें दलदल में तब्दील हो चुकी हैं. हरिभरी फसलों को पहुंच रहा भारी नुकसान पगडंडी सड़कों पर पानी भर जाने से किसानों को पानी भर जाने से किसानों की फसलों को नुकसान पहुंच रहा है. क्षेत्र के किसानों ने बार-बार प्रशासन से मांग की है कि इस समस्या को दूर किया जाए.	[14, 1530, 161, 1657]
suicide-subhead: हिंगनघाट में फैली शोक की लहर	[659, 1860, 862, 1880]
table-row	[651, 2297, 953, 2323]
lead-bullet-2-text: जिले की सभी परीक्षा केंद्रों पर विद्यार्थियों को परीक्षा के समय "टॉपिंग प्लेट" माना जाता है, वहीं कार्रवाई की तैयारी होने पर पूरी जानकारी आवश्यक रहेगी. इसलिए नकल पर कड़ी नजर रखने के लिए शिक्षा विभाग ने 6 उड़न दस्ते गठित किए हैं.	[401, 489, 800, 528]
canal-row-2	[14, 1696, 800, 1753]
col-center: खरीद केंद्र	[651, 2167, 757, 2192]
wildlife-deck-line2: उपाय करने की मांग	[182, 2149, 253, 2180]
